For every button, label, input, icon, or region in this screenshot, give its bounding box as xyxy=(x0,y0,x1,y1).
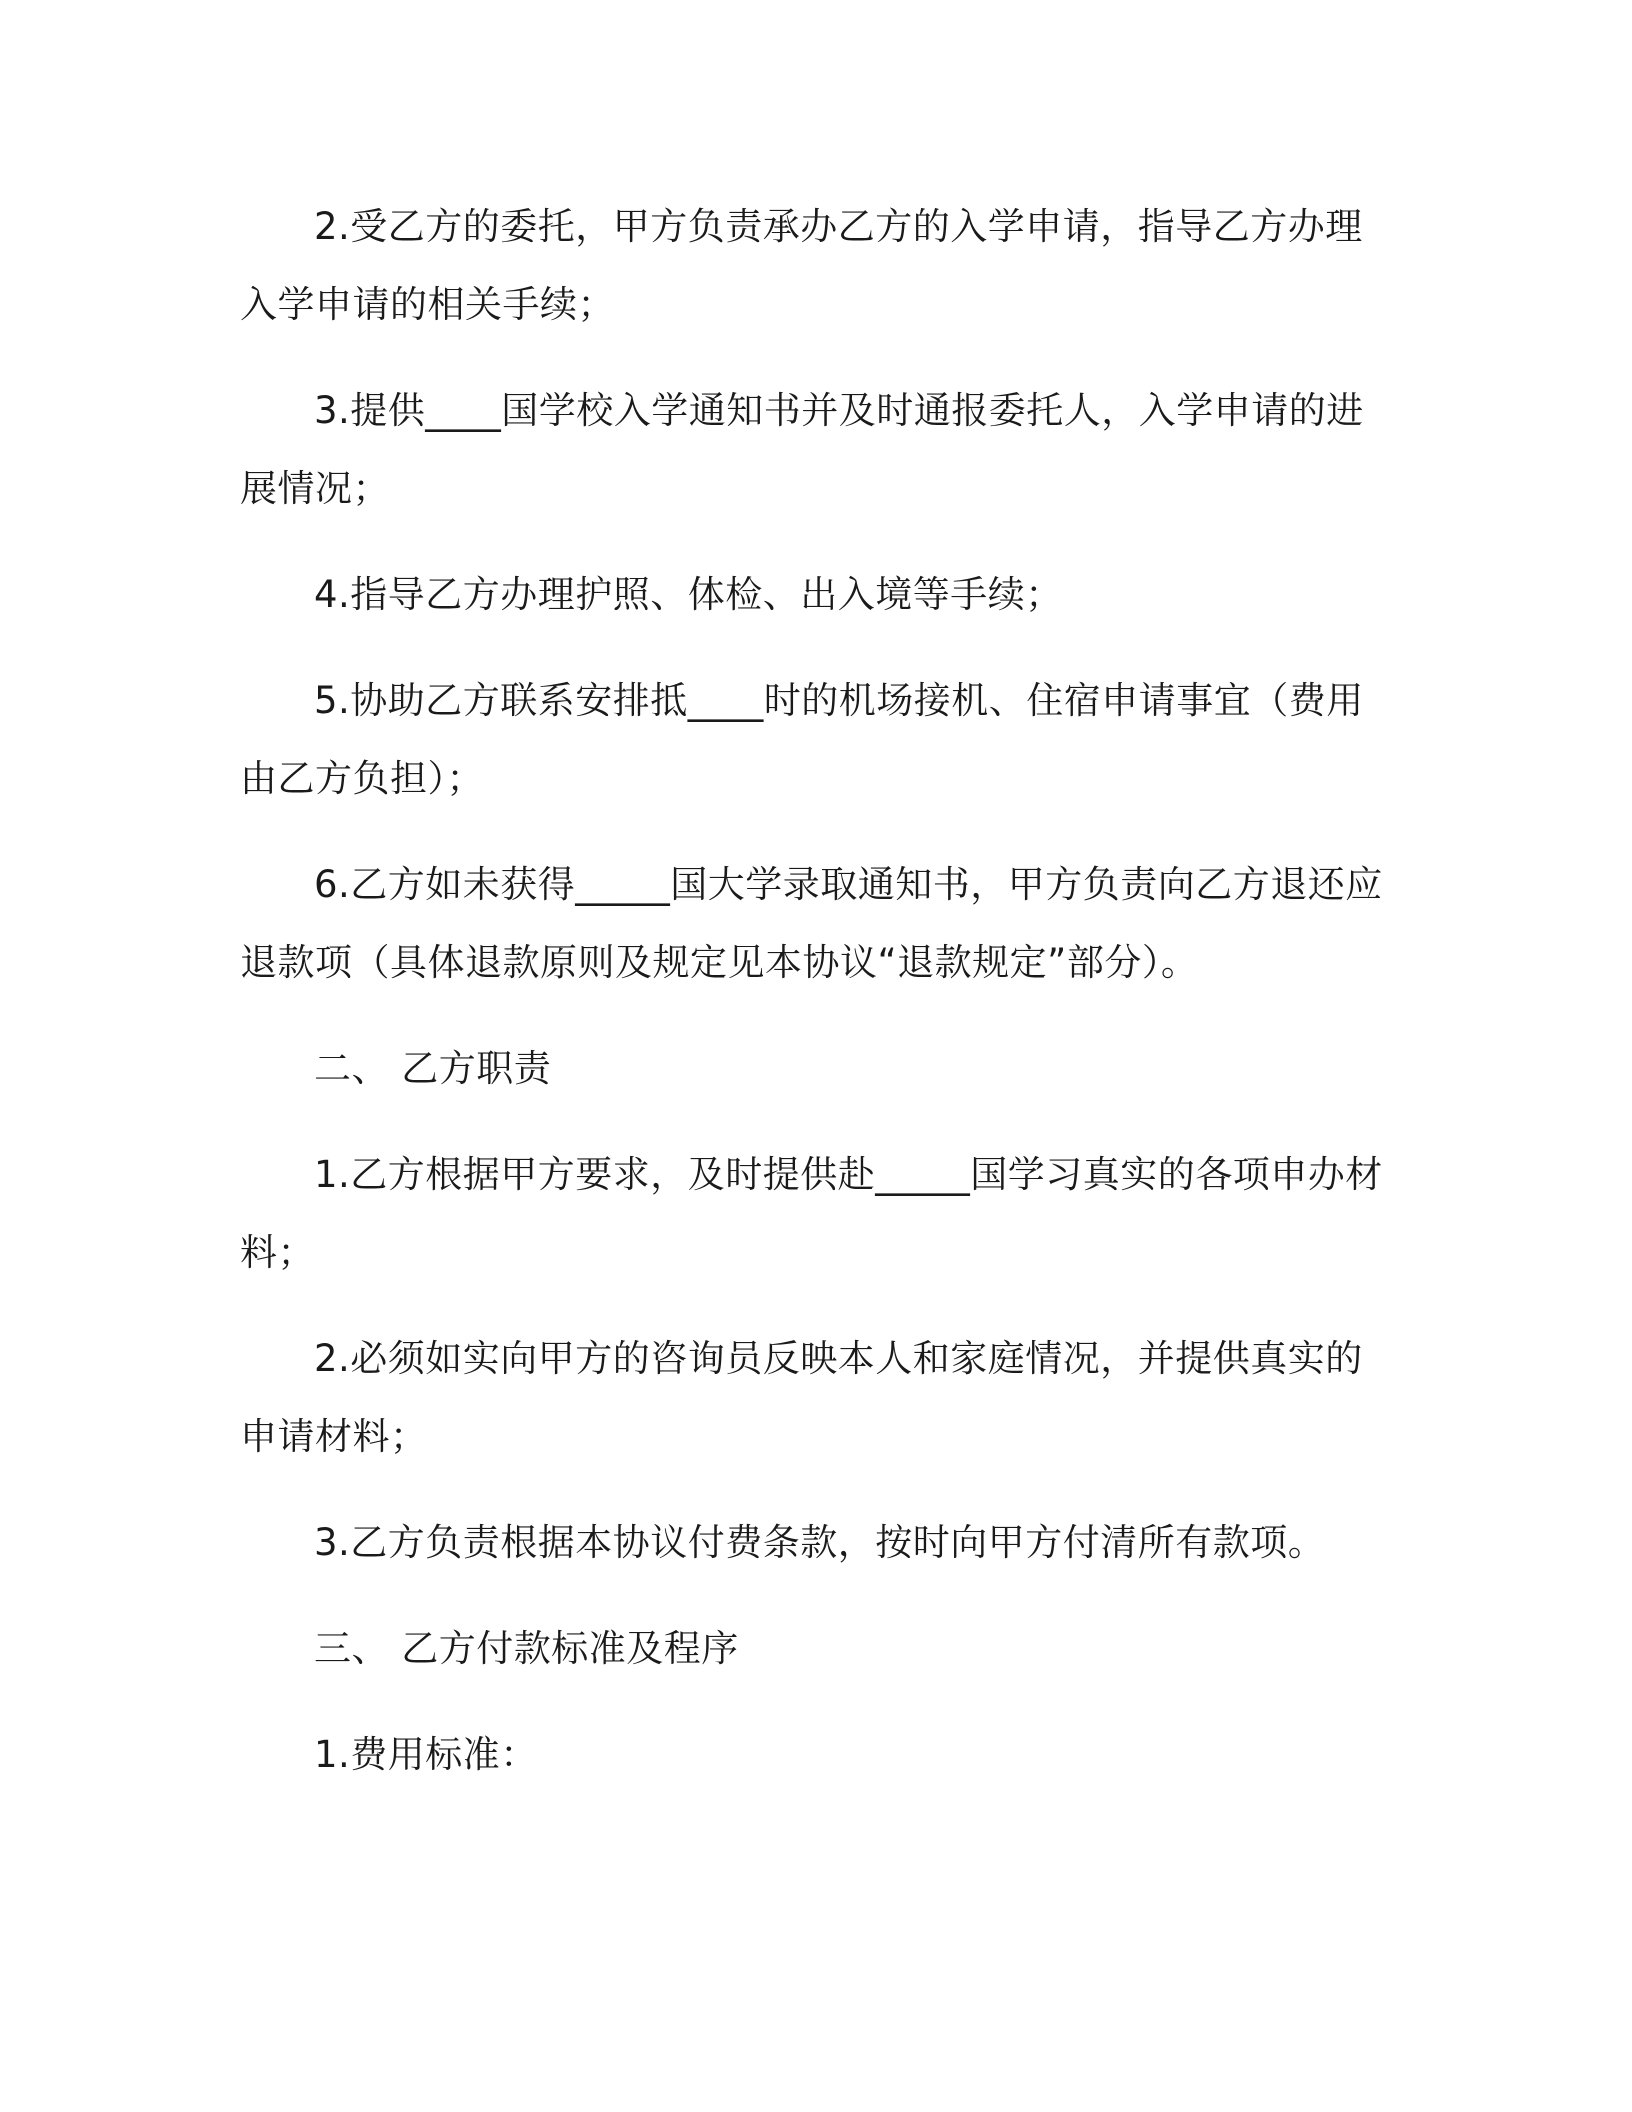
clause-party-b-2: 2.必须如实向甲方的咨询员反映本人和家庭情况，并提供真实的申请材料； xyxy=(240,1337,1363,1458)
clause-party-a-6: 6.乙方如未获得_____国大学录取通知书，甲方负责向乙方退还应退款项（具体退款原则及规定见本协议“退款规定”部分）。 xyxy=(240,863,1383,984)
clause-party-a-4: 4.指导乙方办理护照、体检、出入境等手续； xyxy=(314,573,1063,616)
section-heading-party-b-duties: 二、 乙方职责 xyxy=(314,1047,552,1090)
clause-payment-1: 1.费用标准： xyxy=(314,1733,538,1776)
clause-party-a-5: 5.协助乙方联系安排抵____时的机场接机、住宿申请事宜（费用由乙方负担）； xyxy=(240,679,1364,800)
section-heading-payment: 三、 乙方付款标准及程序 xyxy=(314,1627,739,1670)
clause-party-b-1: 1.乙方根据甲方要求，及时提供赴_____国学习真实的各项申办材料； xyxy=(240,1153,1383,1274)
clause-party-a-3: 3.提供____国学校入学通知书并及时通报委托人，入学申请的进展情况； xyxy=(240,389,1364,510)
document-body xyxy=(240,188,1390,1822)
clause-party-a-2: 2.受乙方的委托，甲方负责承办乙方的入学申请，指导乙方办理入学申请的相关手续； xyxy=(240,205,1363,326)
clause-party-b-3: 3.乙方负责根据本协议付费条款，按时向甲方付清所有款项。 xyxy=(314,1521,1326,1564)
